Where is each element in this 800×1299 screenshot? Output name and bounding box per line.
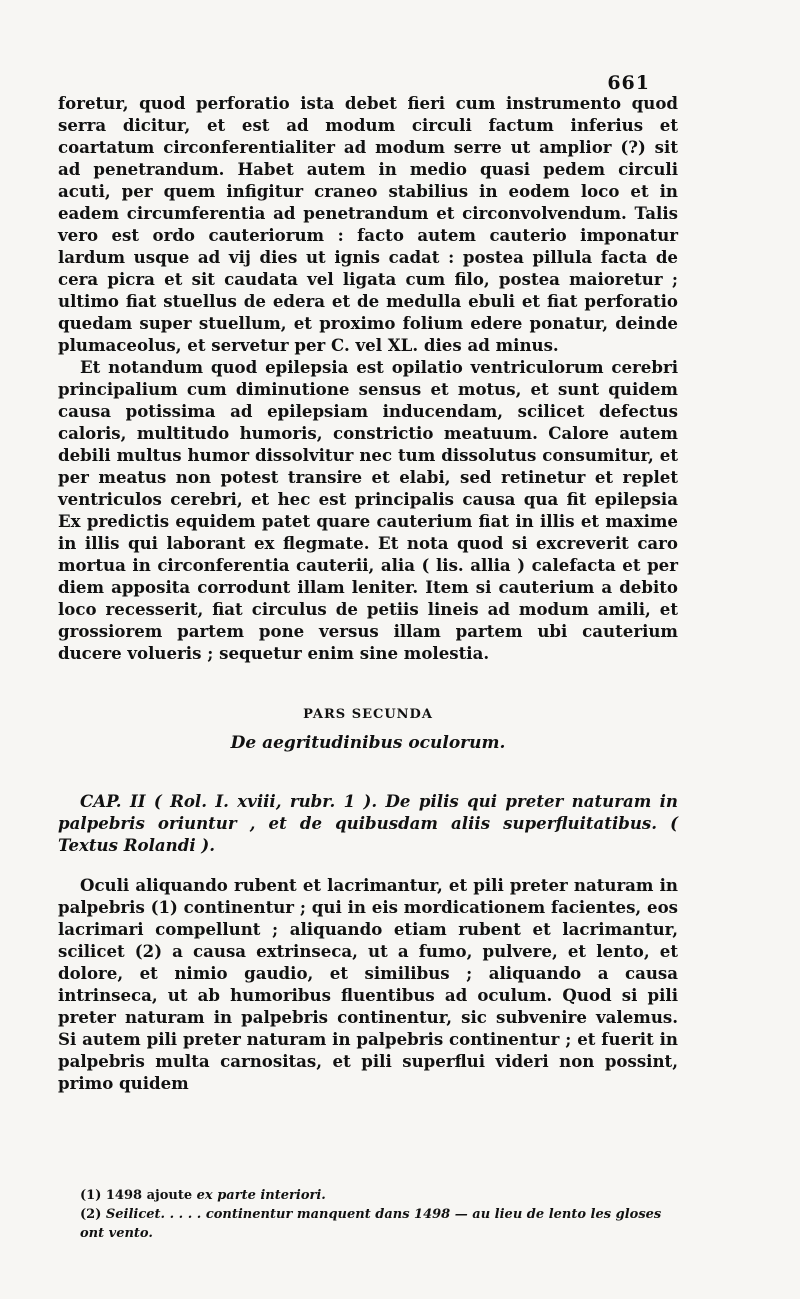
chapter-source: ( Textus Rolandi ). — [58, 813, 678, 855]
footnote-1 — [80, 1186, 680, 1205]
footnotes — [80, 1186, 680, 1243]
paragraph-1: foretur, quod perforatio ista debet fieri cum instrumento quod serra dicitur, et est ad modum circuli factum inferius et coartatum circonferentialiter ad modum serre ut amplior (?) sit ad penetrandum. Habet autem in medio quasi pedem circuli acuti, per quem infigitur craneo stabilius in eodem loco et in eadem circumferentia ad penetrandum et circonvolvendum. Talis vero est ordo cauteriorum : facto autem cauterio imponatur lardum usque ad vij dies ut ignis cadat : postea pillula facta de cera picra et sit caudata vel ligata cum filo, postea maioretur ; ultimo fiat stuellus de edera et de medulla ebuli et fiat perforatio quedam super stuellum, et proximo folium edere ponatur, deinde plumaceolus, et servetur per C. vel XL. dies ad minus. — [58, 93, 678, 355]
chapter-paragraph: Oculi aliquando rubent et lacrimantur, et pili preter naturam in palpebris (1) continentur ; qui in eis mordicationem facientes, eos lacrimari compellunt ; aliquando etiam rubent et lacrimantur, scilicet (2) a causa extrinseca, ut a fumo, pulvere, et lento, et dolore, et nimio gaudio, et similibus ; aliquando a causa intrinseca, ut ab humoribus fluentibus ad oculum. Quod si pili preter naturam in palpebris continentur, sic subvenire valemus. Si autem pili preter naturam in palpebris continentur ; et fuerit in palpebris multa carnositas, et pili superflui videri non possint, primo quidem — [58, 875, 678, 1093]
footnote-italic: continentur manquent dans 1498 — au lieu de lento les gloses ont vento. — [80, 1207, 662, 1241]
page-number: 661 — [607, 72, 650, 94]
footnote-mark: (1) — [80, 1188, 102, 1203]
chapter-heading — [58, 790, 678, 856]
footnote-text: 1498 ajoute — [105, 1188, 193, 1203]
section-title: PARS SECUNDA — [303, 707, 433, 722]
footnote-italic: ex parte interiori. — [196, 1188, 326, 1203]
footnote-2 — [80, 1205, 680, 1243]
chapter-ref: ( Rol. I. xviii, rubr. 1 ). — [145, 791, 386, 811]
footnote-text: Seilicet. . . . . — [105, 1207, 202, 1222]
section-subtitle: De aegritudinibus oculorum. — [230, 733, 506, 753]
chapter-title: De pilis qui preter naturam in palpebris oriuntur , et de quibusdam aliis superfluitatibus. — [58, 791, 678, 833]
paragraph-2: Et notandum quod epilepsia est opilatio ventriculorum cerebri principalium cum diminutione sensus et motus, et sunt quidem causa potissima ad epilepsiam inducendam, scilicet defectus caloris, multitudo humoris, constrictio meatuum. Calore autem debili multus humor dissolvitur nec tum dissolutus consumitur, et per meatus non potest transire et elabi, sed retinetur et replet ventriculos cerebri, et hec est principalis causa qua fit epilepsia Ex predictis equidem patet quare cauterium fiat in illis et maxime in illis qui laborant ex flegmate. Et nota quod si excreverit caro mortua in circonferentia cauterii, alia ( lis. allia ) calefacta et per diem apposita corrodunt illam leniter. Item si cauterium a debito loco recesserit, fiat circulus de petiis lineis ad modum amili, et grossiorem partem pone versus illam partem ubi cauterium ducere volueris ; sequetur enim sine molestia. — [58, 357, 678, 663]
footnote-mark: (2) — [80, 1207, 102, 1222]
main-text — [58, 92, 678, 1094]
chapter-lead: CAP. II — [80, 791, 146, 811]
